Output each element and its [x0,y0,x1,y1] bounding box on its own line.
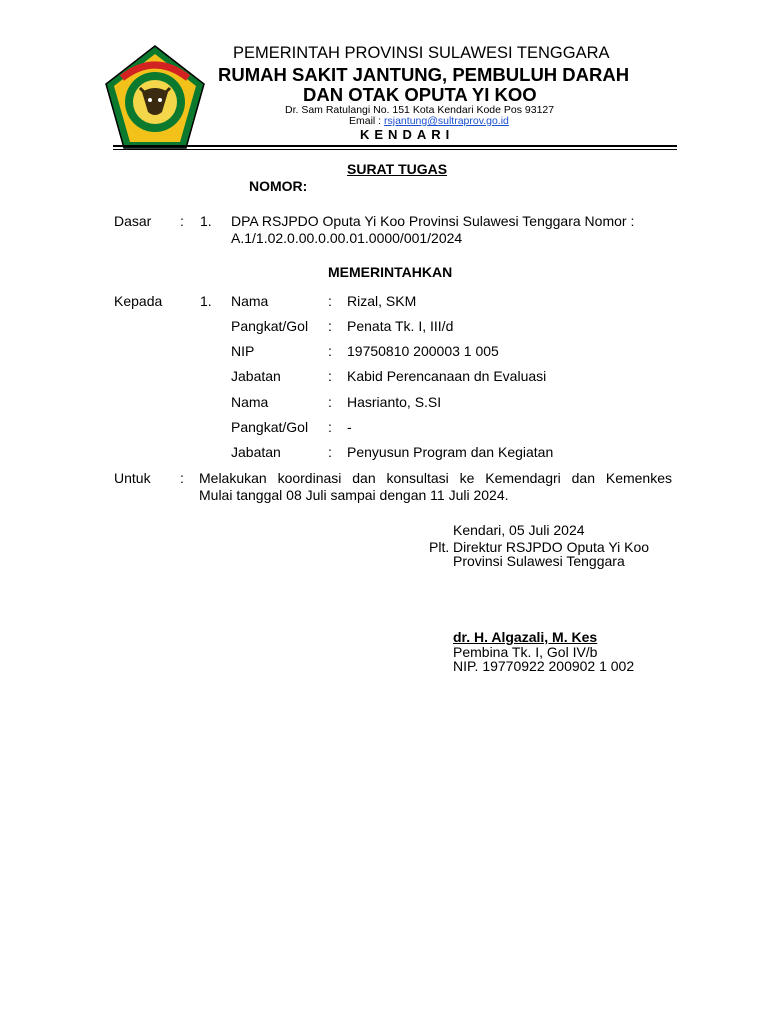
untuk-text-line2: Mulai tanggal 08 Juli sampai dengan 11 Juli 2024. [199,487,509,503]
province-logo [104,44,206,150]
dasar-number: 1. [200,213,212,229]
header-city: KENDARI [360,127,455,142]
signatory-rank: Pembina Tk. I, Gol IV/b [453,644,598,660]
header-email-line [349,115,509,127]
email-link[interactable]: rsjantung@sultraprov.go.id [384,115,509,127]
field-key: Jabatan [231,444,281,460]
dasar-text-line2: A.1/1.02.0.00.0.00.01.0000/001/2024 [231,230,463,246]
section-heading-memerintahkan: MEMERINTAHKAN [328,264,453,280]
signature-position: Direktur RSJPDO Oputa Yi Koo [453,539,650,555]
dasar-colon: : [180,213,184,229]
untuk-label: Untuk [114,470,151,486]
field-value: Penyusun Program dan Kegiatan [347,444,554,460]
header-address: Dr. Sam Ratulangi No. 151 Kota Kendari Kode Pos 93127 [285,104,555,116]
header-divider-thin [113,149,677,150]
header-government: PEMERINTAH PROVINSI SULAWESI TENGGARA [233,44,610,62]
email-label: Email : [349,115,385,127]
field-colon: : [328,318,332,334]
field-value: 19750810 200003 1 005 [347,343,499,359]
dasar-text-line1: DPA RSJPDO Oputa Yi Koo Provinsi Sulawesi Tenggara Nomor : [231,213,635,229]
field-key: Pangkat/Gol [231,318,309,334]
kepada-label: Kepada [114,293,163,309]
signature-province: Provinsi Sulawesi Tenggara [453,553,625,569]
field-colon: : [328,419,332,435]
field-colon: : [328,293,332,309]
signature-plt: Plt. [429,539,450,555]
field-colon: : [328,343,332,359]
header-divider [113,145,677,147]
field-value: Hasrianto, S.SI [347,394,442,410]
document-title: SURAT TUGAS [347,161,448,177]
header-hospital-name: RUMAH SAKIT JANTUNG, PEMBULUH DARAH [218,64,630,85]
dasar-label: Dasar [114,213,152,229]
field-value: Kabid Perencanaan dn Evaluasi [347,368,547,384]
field-colon: : [328,444,332,460]
field-value: - [347,419,352,435]
untuk-text-line1: Melakukan koordinasi dan konsultasi ke Kemendagri dan Kemenkes [199,470,672,486]
signatory-nip: NIP. 19770922 200902 1 002 [453,658,635,674]
field-key: Pangkat/Gol [231,419,309,435]
signature-place-date: Kendari, 05 Juli 2024 [453,522,585,538]
header-hospital-name-2: DAN OTAK OPUTA YI KOO [303,84,537,105]
field-colon: : [328,368,332,384]
kepada-number: 1. [200,293,212,309]
field-key: NIP [231,343,255,359]
field-colon: : [328,394,332,410]
field-value: Rizal, SKM [347,293,417,309]
field-key: Nama [231,293,269,309]
field-key: Jabatan [231,368,281,384]
document-number-label: NOMOR: [249,178,308,194]
field-value: Penata Tk. I, III/d [347,318,454,334]
untuk-colon: : [180,470,184,486]
signatory-name: dr. H. Algazali, M. Kes [453,629,598,645]
field-key: Nama [231,394,269,410]
